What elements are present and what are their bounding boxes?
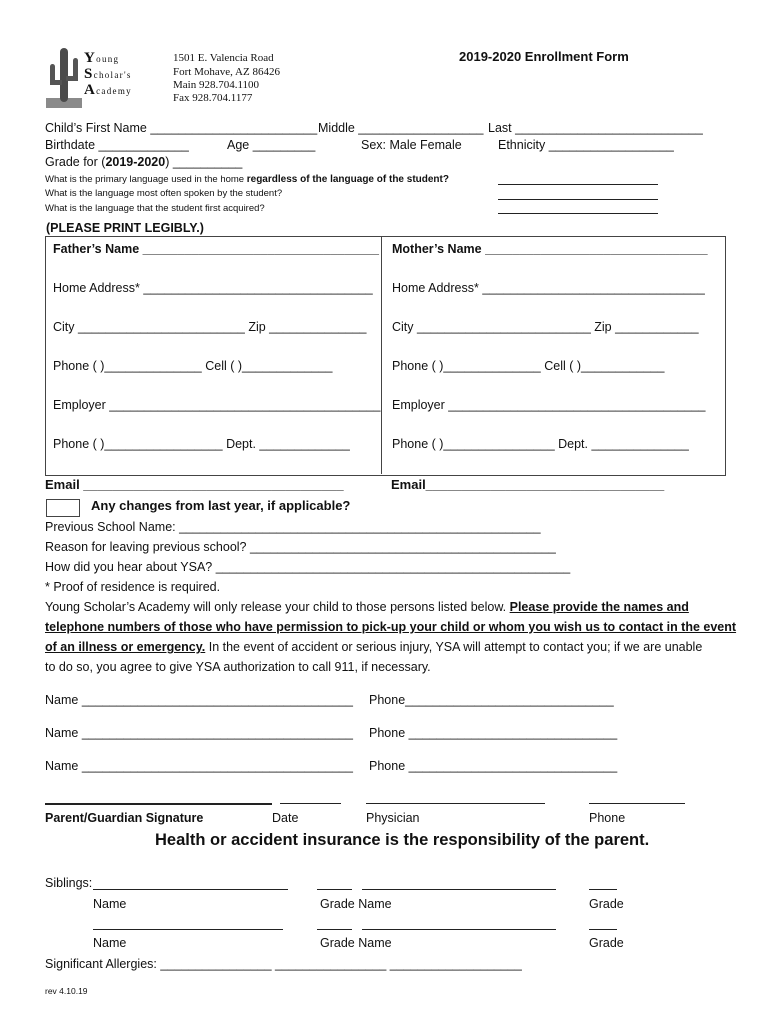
mother-phone-field[interactable]: Phone ( )______________ Cell ( )____________ bbox=[392, 359, 665, 373]
main-phone: Main 928.704.1100 bbox=[173, 79, 260, 91]
allergies-field[interactable]: Significant Allergies: ________________ ________________ ___________________ bbox=[45, 957, 522, 971]
sibling-name-label: Name bbox=[93, 897, 127, 911]
sibling-2-name-line[interactable] bbox=[362, 889, 556, 890]
age-field[interactable]: Age _________ bbox=[227, 138, 316, 152]
sibling-grade-name-label: Grade Name bbox=[320, 897, 392, 911]
language-answer-1[interactable] bbox=[498, 184, 658, 185]
sibling-3-name-line[interactable] bbox=[93, 929, 283, 930]
revision-label: rev 4.10.19 bbox=[45, 986, 88, 996]
date-line[interactable] bbox=[280, 803, 341, 804]
sibling-2-grade-line[interactable] bbox=[589, 889, 617, 890]
release-paragraph-3: of an illness or emergency. In the event of accident or serious injury, YSA will attempt to contact you; if we are unable bbox=[45, 640, 703, 654]
sibling-grade-name-label: Grade Name bbox=[320, 936, 392, 950]
contact-name-field[interactable]: Name _______________________________________ bbox=[45, 759, 353, 773]
sibling-1-name-line[interactable] bbox=[93, 889, 288, 890]
last-name-field[interactable]: Last ___________________________ bbox=[488, 121, 703, 135]
language-question-2: What is the language most often spoken by the student? bbox=[45, 188, 283, 199]
heard-about-field[interactable]: How did you hear about YSA? ___________________________________________________ bbox=[45, 560, 571, 574]
cactus-icon bbox=[46, 46, 82, 110]
phone-label: Phone bbox=[589, 811, 626, 825]
signature-label: Parent/Guardian Signature bbox=[45, 811, 204, 825]
contact-phone-field[interactable]: Phone ______________________________ bbox=[369, 759, 618, 773]
father-address-field[interactable]: Home Address* _________________________________ bbox=[53, 281, 373, 295]
sex-field[interactable]: Sex: Male Female bbox=[361, 138, 462, 152]
contact-phone-field[interactable]: Phone______________________________ bbox=[369, 693, 614, 707]
contact-name-field[interactable]: Name _______________________________________ bbox=[45, 693, 353, 707]
language-answer-3[interactable] bbox=[498, 213, 658, 214]
language-question-3: What is the language that the student first acquired? bbox=[45, 203, 265, 214]
changes-checkbox[interactable] bbox=[46, 499, 80, 517]
father-email-field[interactable]: Email ____________________________________ bbox=[45, 477, 344, 492]
signature-line[interactable] bbox=[45, 803, 272, 805]
contact-name-field[interactable]: Name _______________________________________ bbox=[45, 726, 353, 740]
insurance-notice: Health or accident insurance is the responsibility of the parent. bbox=[155, 831, 650, 849]
siblings-label: Siblings: bbox=[45, 876, 93, 890]
father-employer-field[interactable]: Employer _______________________________________ bbox=[53, 398, 381, 412]
sibling-4-grade-line[interactable] bbox=[589, 929, 617, 930]
residence-proof-note: * Proof of residence is required. bbox=[45, 580, 221, 594]
father-name-field[interactable]: Father’s Name __________________________________ bbox=[53, 242, 379, 256]
middle-name-field[interactable]: Middle __________________ bbox=[318, 121, 484, 135]
school-logo: Young Scholar's Academy bbox=[44, 44, 164, 114]
previous-school-field[interactable]: Previous School Name: ____________________________________________________ bbox=[45, 520, 541, 534]
birthdate-field[interactable]: Birthdate _____________ bbox=[45, 138, 189, 152]
contact-phone-field[interactable]: Phone ______________________________ bbox=[369, 726, 618, 740]
grade-field[interactable] bbox=[45, 155, 242, 169]
address-line2: Fort Mohave, AZ 86426 bbox=[173, 66, 280, 78]
child-first-name-field[interactable]: Child’s First Name ________________________ bbox=[45, 121, 318, 135]
mother-employer-field[interactable]: Employer _____________________________________ bbox=[392, 398, 706, 412]
address-line1: 1501 E. Valencia Road bbox=[173, 52, 274, 64]
release-paragraph-2: telephone numbers of those who have permission to pick-up your child or whom you wish us to contact in the event bbox=[45, 620, 737, 634]
sibling-name-label: Name bbox=[93, 936, 127, 950]
father-phone-field[interactable]: Phone ( )______________ Cell ( )_____________ bbox=[53, 359, 333, 373]
mother-name-field[interactable]: Mother’s Name ________________________________ bbox=[392, 242, 708, 256]
sibling-1-grade-line[interactable] bbox=[317, 889, 352, 890]
sibling-4-name-line[interactable] bbox=[362, 929, 556, 930]
father-work-phone-field[interactable]: Phone ( )_________________ Dept. _____________ bbox=[53, 437, 350, 451]
physician-label: Physician bbox=[366, 811, 420, 825]
parents-divider bbox=[381, 236, 382, 474]
changes-label: Any changes from last year, if applicable? bbox=[91, 498, 351, 513]
release-paragraph-1: Young Scholar’s Academy will only release your child to those persons listed below. Please provide the names and bbox=[45, 600, 689, 614]
ethnicity-field[interactable]: Ethnicity __________________ bbox=[498, 138, 674, 152]
date-label: Date bbox=[272, 811, 299, 825]
physician-phone-line[interactable] bbox=[589, 803, 685, 804]
language-question-1: What is the primary language used in the home regardless of the language of the student? bbox=[45, 174, 449, 185]
language-answer-2[interactable] bbox=[498, 199, 658, 200]
sibling-3-grade-line[interactable] bbox=[317, 929, 352, 930]
sibling-grade-label: Grade bbox=[589, 897, 624, 911]
physician-line[interactable] bbox=[366, 803, 545, 804]
sibling-grade-label: Grade bbox=[589, 936, 624, 950]
reason-leaving-field[interactable]: Reason for leaving previous school? ____________________________________________ bbox=[45, 540, 556, 554]
fax-number: Fax 928.704.1177 bbox=[173, 92, 253, 104]
print-legibly-note: (PLEASE PRINT LEGIBLY.) bbox=[46, 221, 204, 235]
mother-work-phone-field[interactable]: Phone ( )________________ Dept. ______________ bbox=[392, 437, 689, 451]
grade-prefix: Grade for ( bbox=[45, 155, 106, 169]
mother-address-field[interactable]: Home Address* ________________________________ bbox=[392, 281, 705, 295]
form-title: 2019-2020 Enrollment Form bbox=[459, 49, 629, 64]
grade-suffix: ) __________ bbox=[165, 155, 243, 169]
grade-year: 2019-2020 bbox=[105, 155, 166, 169]
mother-city-field[interactable]: City _________________________ Zip ____________ bbox=[392, 320, 699, 334]
father-city-field[interactable]: City ________________________ Zip ______________ bbox=[53, 320, 367, 334]
release-paragraph-4: to do so, you agree to give YSA authorization to call 911, if necessary. bbox=[45, 660, 431, 674]
mother-email-field[interactable]: Email_________________________________ bbox=[391, 477, 665, 492]
